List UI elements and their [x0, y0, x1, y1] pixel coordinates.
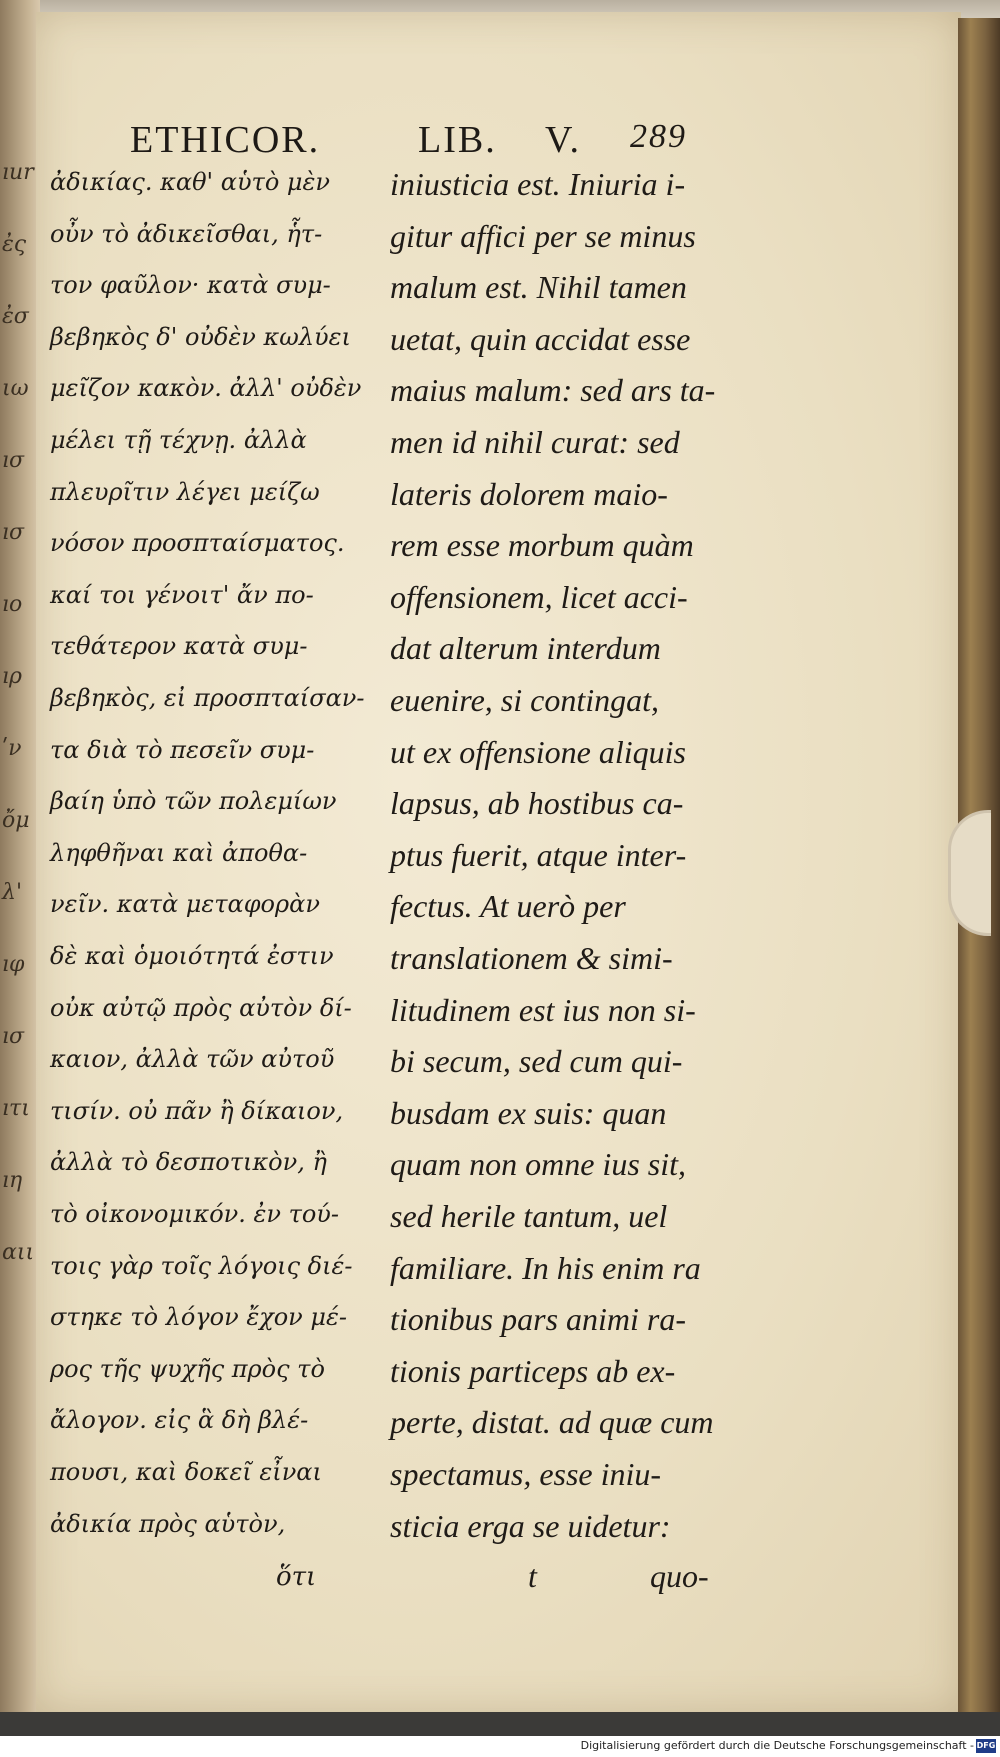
text-line: βαίη ὑπὸ τῶν πολεμίων [50, 787, 337, 816]
text-line: lapsus, ab hostibus ca- [390, 785, 684, 822]
text-line: τα διὰ τὸ πεσεῖν συμ- [50, 735, 315, 764]
text-line: οὐκ αὐτῷ πρὸς αὐτὸν δί- [50, 993, 352, 1022]
text-line: fectus. At uerò per [390, 888, 626, 925]
text-line: τὸ οἰκονομικόν. ἐν τού- [50, 1200, 340, 1228]
margin-fragment: ἐς [2, 232, 27, 257]
text-line: πουσι, καὶ δοκεῖ εἶναι [50, 1458, 322, 1486]
margin-fragment: ʹν [2, 736, 22, 761]
text-line: perte, distat. ad quæ cum [390, 1404, 714, 1441]
text-line: lateris dolorem maio- [390, 475, 668, 512]
text-line: τεθάτερον κατὰ συμ- [50, 632, 308, 661]
text-line: gitur affici per se minus [390, 217, 696, 254]
text-line: μεῖζον κακὸν. ἀλλ' οὐδὲν [50, 374, 362, 403]
text-line: δὲ καὶ ὁμοιότητά ἐστιν [50, 942, 334, 970]
text-line: ἀδικίας. καθ' αὑτὸ μὲν [50, 168, 330, 196]
text-line: βεβηκὸς, εἰ προσπταίσαν- [50, 684, 365, 712]
text-line: τον φαῦλον· κατὰ συμ- [50, 271, 331, 300]
text-line: litudinem est ius non si- [390, 991, 696, 1028]
margin-fragment: λ' [2, 880, 22, 905]
dfg-logo: DFG [976, 1739, 996, 1753]
text-line: dat alterum interdum [390, 630, 661, 667]
text-line: bi secum, sed cum qui- [390, 1043, 683, 1080]
text-line: busdam ex suis: quan [390, 1094, 667, 1131]
text-line: τοις γὰρ τοῖς λόγοις διέ- [50, 1251, 353, 1280]
text-line: καιον, ἀλλὰ τῶν αὐτοῦ [50, 1045, 335, 1074]
text-line: maius malum: sed ars ta- [390, 372, 716, 409]
signature-mark: t [528, 1558, 537, 1594]
text-line: sed herile tantum, uel [390, 1198, 668, 1234]
margin-fragment: ιω [2, 376, 29, 401]
text-line: euenire, si contingat, [390, 682, 659, 718]
margin-fragment: ıσ [2, 1024, 25, 1049]
funding-notice: Digitalisierung gefördert durch die Deutsche Forschungsgemeinschaft - [580, 1739, 974, 1752]
text-line: ptus fuerit, atque inter- [390, 836, 687, 873]
text-line: βεβηκὸς δ' οὐδὲν κωλύει [50, 322, 351, 351]
margin-fragment: ıο [2, 592, 23, 617]
page-number: 289 [630, 118, 687, 155]
text-line: ἀλλὰ τὸ δεσποτικὸν, ἢ [50, 1148, 327, 1177]
margin-fragment: ıρ [2, 664, 22, 689]
text-line: rem esse morbum quàm [390, 527, 694, 564]
text-line: μέλει τῇ τέχνῃ. ἀλλὰ [50, 426, 307, 454]
running-lib: LIB. [418, 119, 497, 161]
text-line: καί τοι γένοιτ' ἄν πο- [50, 580, 314, 609]
text-line: ἀδικία πρὸς αὑτὸν, [50, 1509, 286, 1538]
margin-fragment: ıσ [2, 520, 25, 545]
text-line: στηκε τὸ λόγον ἔχον μέ- [50, 1303, 347, 1332]
text-line: iniusticia est. Iniuria i- [390, 166, 686, 202]
margin-fragment: ἐσ [2, 304, 29, 329]
text-line: tionibus pars animi ra- [390, 1301, 687, 1338]
margin-fragment: αιι [2, 1240, 35, 1265]
scan-bottom-band [0, 1712, 1000, 1736]
margin-fragment: ıur [2, 160, 34, 185]
margin-fragment: ıη [2, 1168, 23, 1193]
text-line: ἄλογον. εἰς ἃ δὴ βλέ- [50, 1406, 309, 1435]
text-line: ρος τῆς ψυχῆς πρὸς τὸ [50, 1354, 325, 1383]
running-title: ETHICOR. [130, 119, 321, 161]
text-line: πλευρῖτιν λέγει μείζω [50, 477, 320, 506]
previous-page-edge [0, 0, 40, 1757]
latin-catchword: quo- [650, 1558, 709, 1594]
margin-fragment: ıφ [2, 952, 25, 977]
text-line: τισίν. οὐ πᾶν ἢ δίκαιον, [50, 1096, 344, 1125]
text-line: offensionem, licet acci- [390, 578, 688, 615]
binding-loop [948, 810, 991, 936]
running-volume: V. [545, 119, 582, 161]
text-line: οὖν τὸ ἀδικεῖσθαι, ἧτ- [50, 219, 323, 248]
text-line: malum est. Nihil tamen [390, 269, 687, 306]
greek-catchword: ὅτι [276, 1562, 317, 1592]
text-line: quam non omne ius sit, [390, 1146, 686, 1183]
text-line: ut ex offensione aliquis [390, 733, 686, 770]
margin-fragment: ὄμ [2, 808, 30, 833]
text-line: spectamus, esse iniu- [390, 1456, 662, 1492]
margin-fragment: ıτι [2, 1096, 30, 1121]
text-line: ληφθῆναι καὶ ἀποθα- [50, 838, 308, 867]
text-line: uetat, quin accidat esse [390, 320, 691, 357]
text-line: men id nihil curat: sed [390, 424, 680, 460]
margin-fragment: ıσ [2, 448, 25, 473]
text-line: translationem & simi- [390, 940, 673, 976]
text-line: familiare. In his enim ra [390, 1249, 701, 1286]
text-line: νεῖν. κατὰ μεταφορὰν [50, 890, 320, 919]
text-line: sticia erga se uidetur: [390, 1507, 671, 1544]
text-line: νόσον προσπταίσματος. [50, 529, 345, 558]
text-line: tionis particeps ab ex- [390, 1352, 676, 1389]
footer-bar [0, 1736, 1000, 1757]
